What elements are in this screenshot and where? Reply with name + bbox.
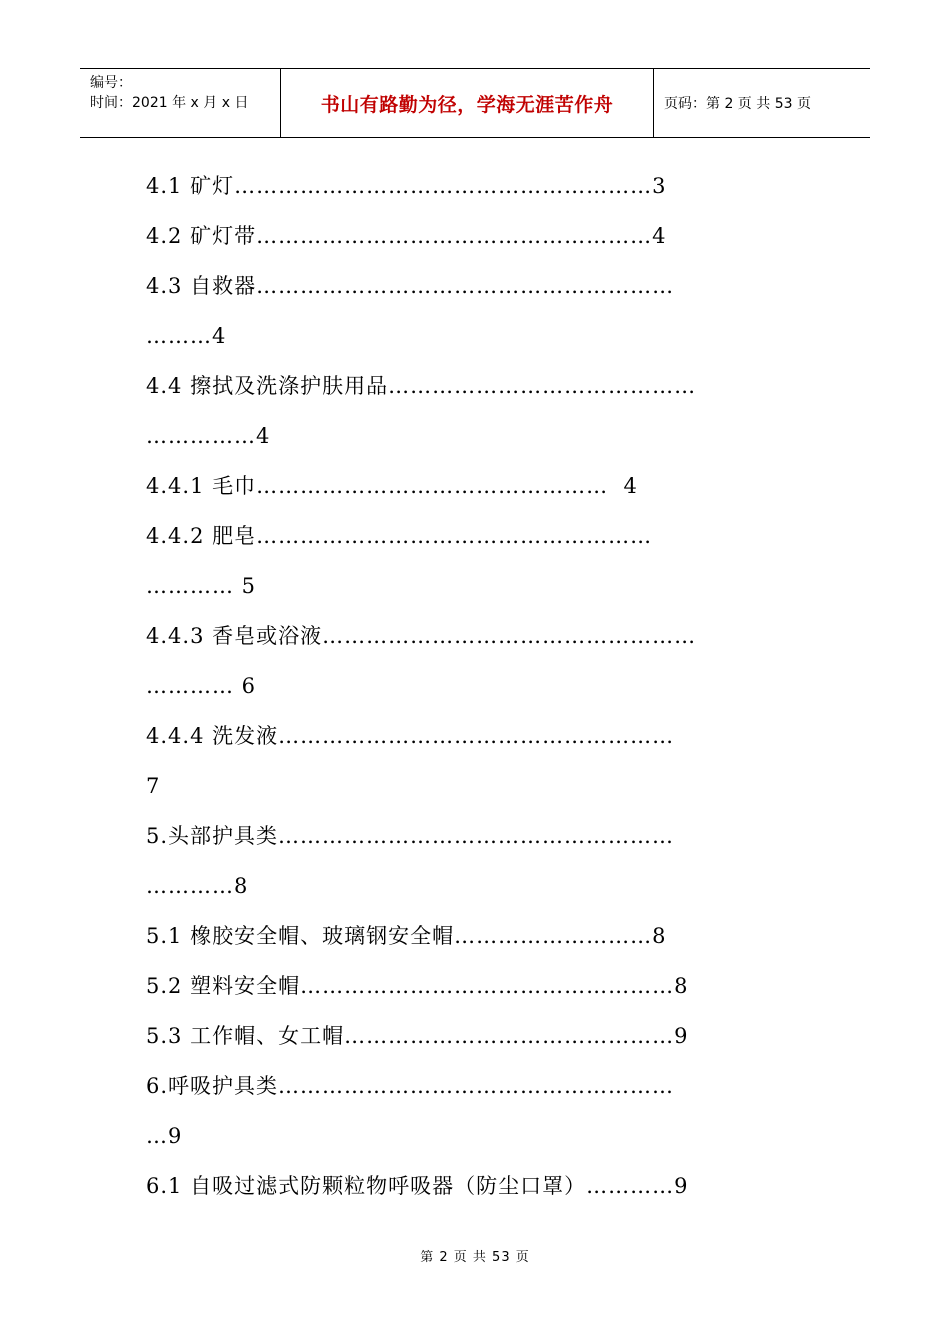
toc-line: 5.2 塑料安全帽……………………………………………8 [146, 974, 689, 998]
toc-line: 5.3 工作帽、女工帽………………………………………9 [146, 1024, 689, 1048]
toc-line: 4.4.2 肥皂……………………………………………… [146, 524, 653, 548]
page-footer: 第 2 页 共 53 页 [420, 1250, 530, 1265]
toc-line: 7 [146, 774, 161, 798]
toc-line: 4.1 矿灯…………………………………………………3 [146, 174, 667, 198]
toc-line: ………4 [146, 324, 227, 348]
document-date: 时间：2021 年 x 月 x 日 [90, 95, 249, 111]
toc-line: 5.头部护具类……………………………………………… [146, 824, 675, 848]
toc-line: 4.3 自救器………………………………………………… [146, 274, 675, 298]
table-of-contents [146, 166, 796, 1216]
document-number-label: 编号： [90, 75, 132, 91]
toc-line: ………… 6 [146, 674, 257, 698]
toc-line: …………8 [146, 874, 249, 898]
toc-line: 4.4 擦拭及洗涤护肤用品…………………………………… [146, 374, 697, 398]
header-meta [80, 69, 281, 137]
header-page-info: 页码：第 2 页 共 53 页 [664, 96, 811, 112]
page-header [80, 68, 870, 138]
toc-line: 6.1 自吸过滤式防颗粒物呼吸器（防尘口罩）…………9 [146, 1174, 689, 1198]
header-motto: 书山有路勤为径，学海无涯苦作舟 [281, 69, 654, 137]
toc-line: 4.2 矿灯带………………………………………………4 [146, 224, 667, 248]
toc-line: ………… 5 [146, 574, 257, 598]
toc-line: 4.4.3 香皂或浴液…………………………………………… [146, 624, 697, 648]
toc-line: 5.1 橡胶安全帽、玻璃钢安全帽………………………8 [146, 924, 667, 948]
toc-line: 6.呼吸护具类……………………………………………… [146, 1074, 675, 1098]
toc-line: 4.4.1 毛巾………………………………………… 4 [146, 474, 638, 498]
toc-line: ……………4 [146, 424, 271, 448]
toc-line: 4.4.4 洗发液……………………………………………… [146, 724, 675, 748]
toc-line: …9 [146, 1124, 183, 1148]
